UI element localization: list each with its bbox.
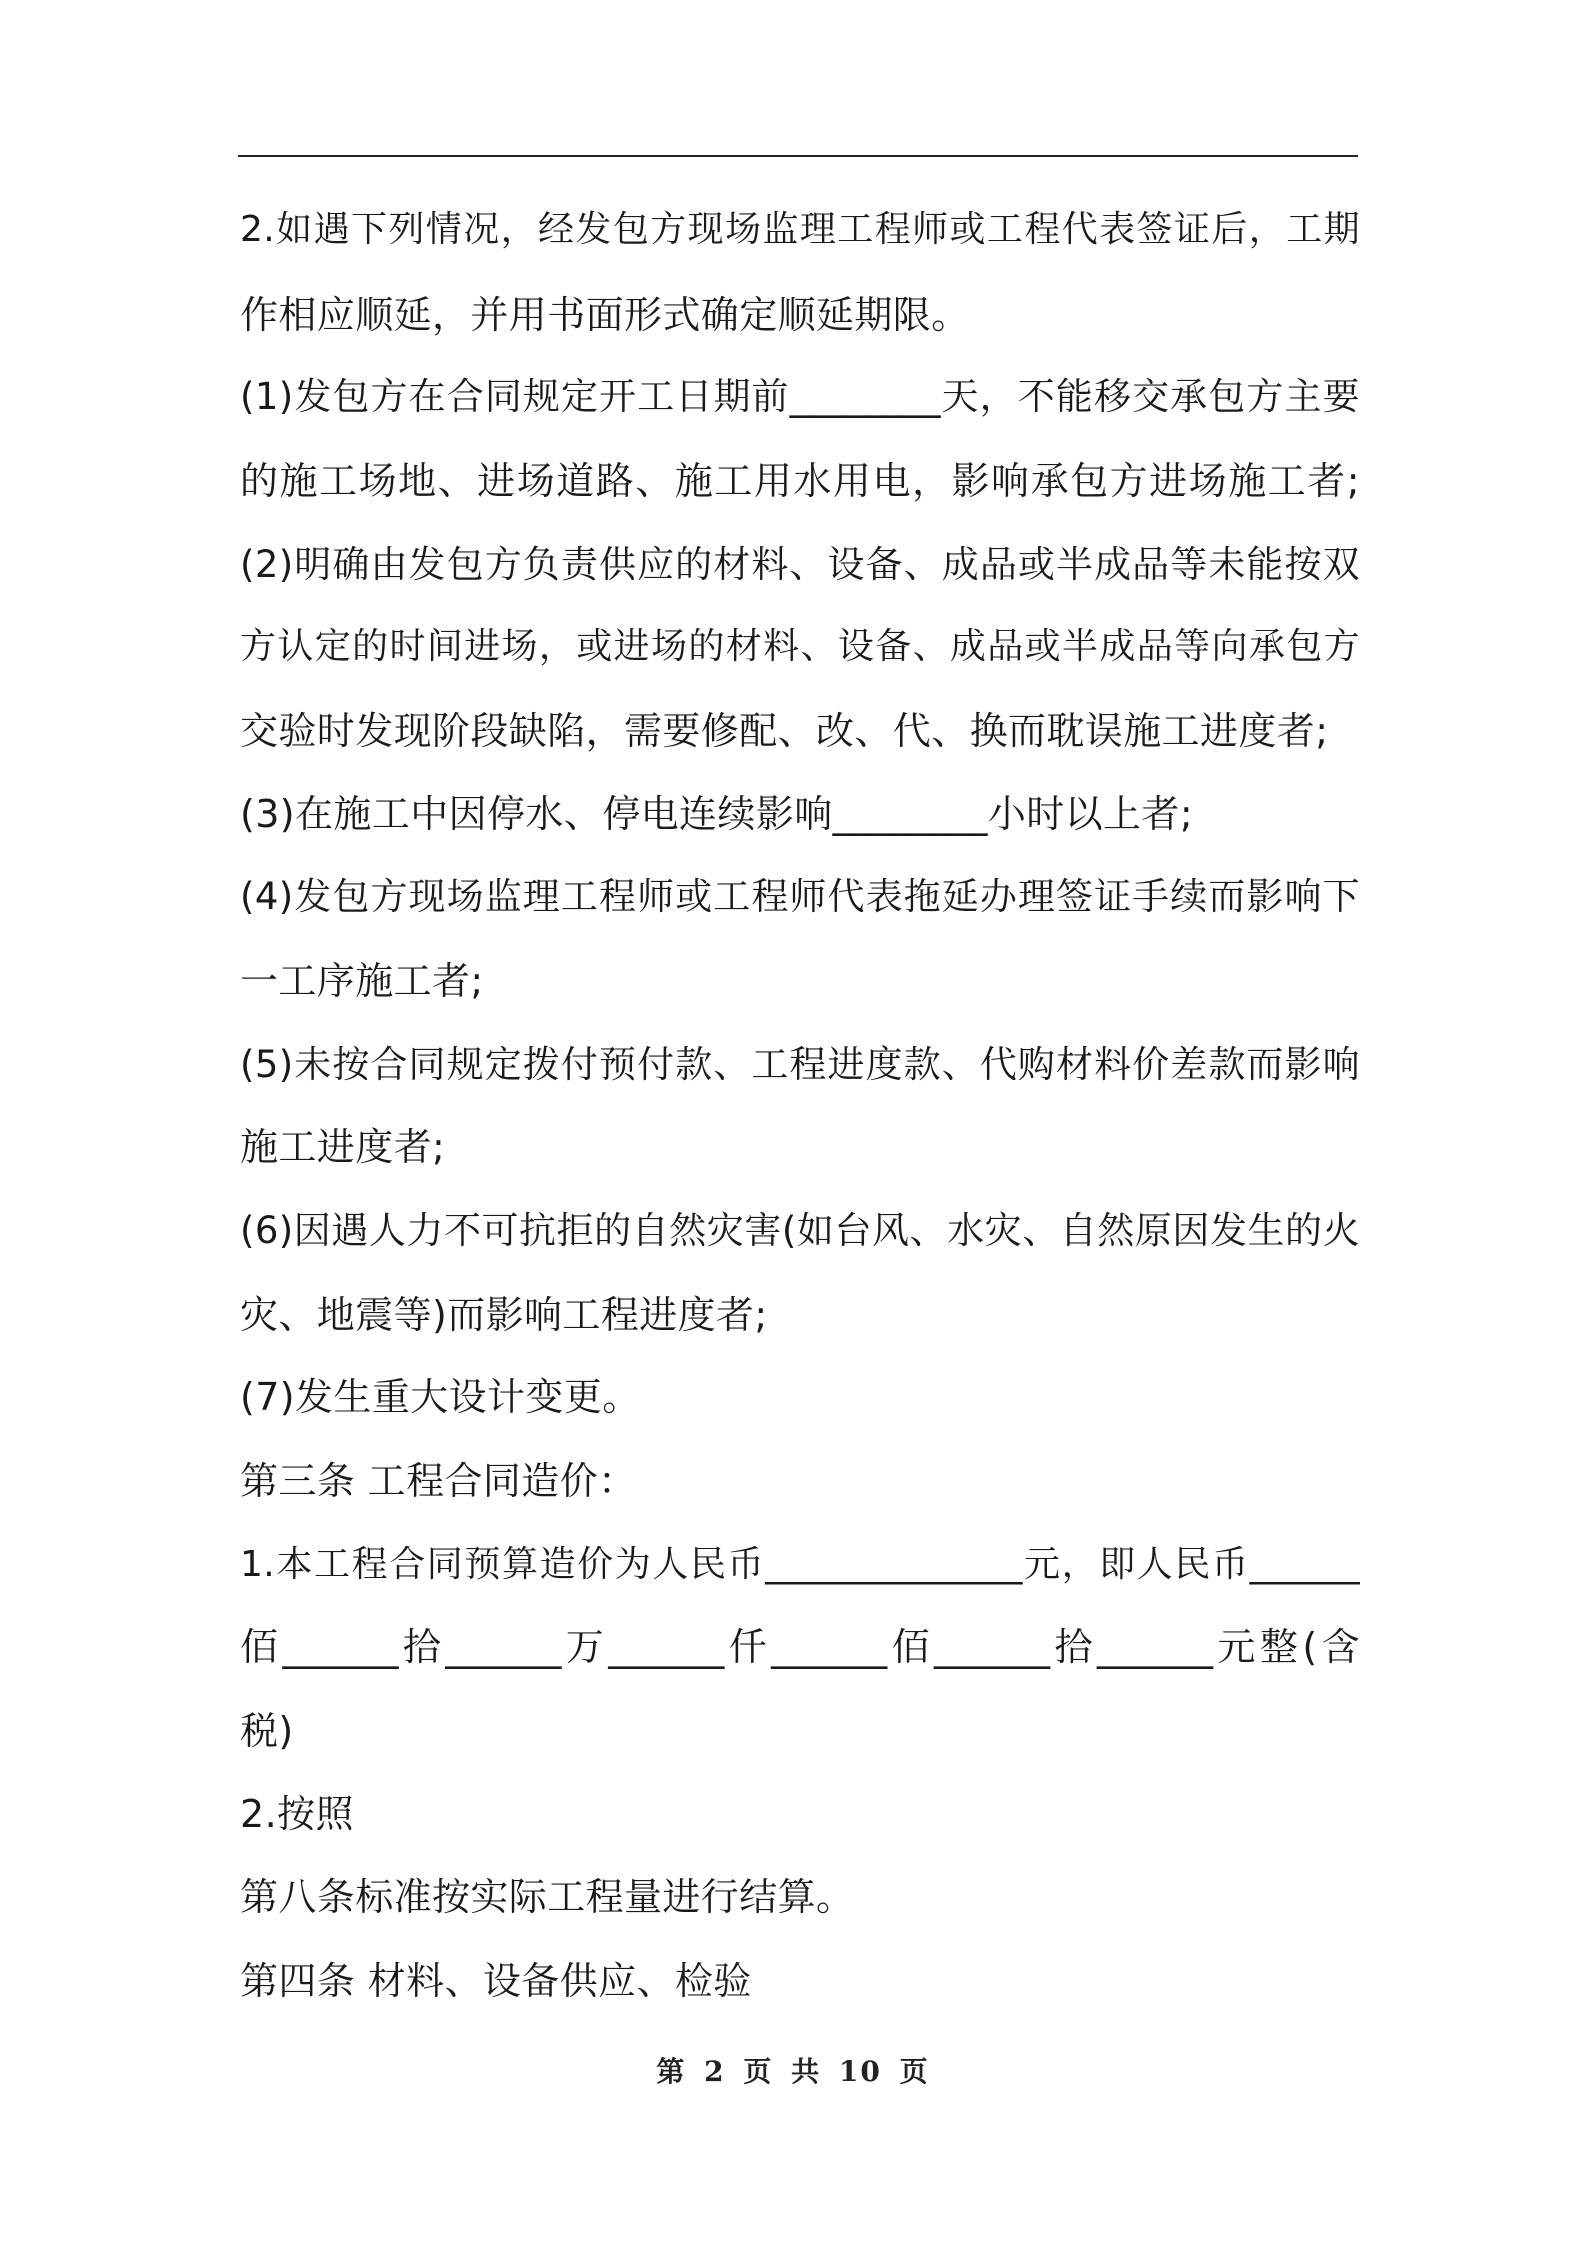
text-line: 税) [240,1709,294,1753]
text-line: (2)明确由发包方负责供应的材料、设备、成品或半成品等未能按双 [240,543,1360,586]
text-line: 交验时发现阶段缺陷，需要修配、改、代、换而耽误施工进度者; [240,709,1329,753]
text-line: 一工序施工者; [240,959,484,1003]
text-line: 1.本工程合同预算造价为人民币______________元，即人民币______ [240,1544,1360,1585]
text-line: 施工进度者; [240,1125,446,1169]
text-line: 灾、地震等)而影响工程进度者; [240,1293,768,1337]
section-heading: 第三条 工程合同造价： [240,1459,637,1503]
text-line: 2.按照 [240,1792,354,1836]
text-line: 佰______拾______万______仟______佰______拾______元整(含 [240,1625,1360,1669]
text-line: 的施工场地、进场道路、施工用水用电，影响承包方进场施工者; [240,459,1360,503]
text-line: 2.如遇下列情况，经发包方现场监理工程师或工程代表签证后，工期 [240,209,1360,250]
section-heading: 第四条 材料、设备供应、检验 [240,1959,752,2003]
header-rule [238,155,1358,157]
text-line: (1)发包方在合同规定开工日期前________天，不能移交承包方主要 [240,375,1360,418]
text-line: (6)因遇人力不可抗拒的自然灾害(如台风、水灾、自然原因发生的火 [240,1209,1360,1252]
text-line: 第八条标准按实际工程量进行结算。 [240,1875,855,1919]
page-number-footer: 第 2 页 共 10 页 [656,2055,930,2088]
text-line: 方认定的时间进场，或进场的材料、设备、成品或半成品等向承包方 [240,626,1360,667]
text-line: (3)在施工中因停水、停电连续影响________小时以上者; [240,792,1194,836]
text-line: (7)发生重大设计变更。 [240,1375,641,1419]
text-line: (4)发包方现场监理工程师或工程师代表拖延办理签证手续而影响下 [240,875,1360,918]
text-line: (5)未按合同规定拨付预付款、工程进度款、代购材料价差款而影响 [240,1043,1360,1086]
text-line: 作相应顺延，并用书面形式确定顺延期限。 [240,293,970,337]
